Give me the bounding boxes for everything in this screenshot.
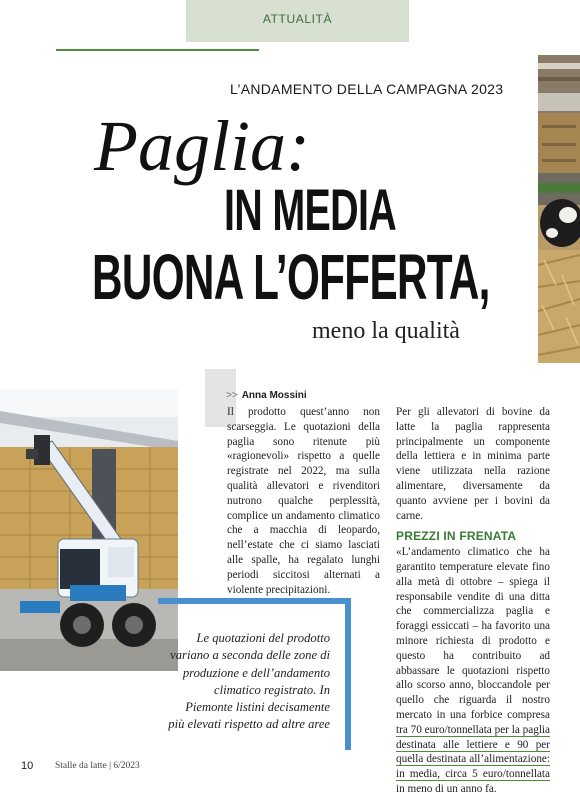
telehandler-photo: [0, 389, 178, 671]
header-rule: [56, 49, 259, 51]
body-paragraph: [396, 545, 550, 793]
page-number: 10: [21, 760, 34, 772]
pull-quote: Le quotazioni del prodotto variano a seconda delle zone di produzione e dell’andamento climatico registrato. In Piemonte listini decisamente più elevati rispetto ad altre aree: [168, 631, 330, 732]
highlighted-text: tra 70 euro/tonnellata per la paglia destinata alle lettiere e 90 per quella destinata all’alimentazione: in media, circa 5 euro/tonnellata in meno di un anno fa.: [396, 724, 550, 793]
section-tag: ATTUALITÀ: [262, 12, 333, 26]
quote-frame-right: [345, 598, 351, 750]
byline: [226, 390, 307, 401]
paragraph-lead: «L’andamento climatico che ha garantito temperature elevate fino alla metà di ottobre – spiega il responsabile vendite di una ditta che commercializza paglia e foraggi essiccati – ha favorito una minore richiesta di prodotto e questo ha contribuito ad abbassare le quotazioni rispetto allo scorso anno, bloccandole per quello che riguarda il nostro mercato in una forbice compresa: [396, 546, 550, 721]
body-column-left: [227, 405, 380, 597]
title-italic: Paglia:: [94, 106, 310, 186]
byline-marker: >>: [226, 390, 238, 401]
title-line-2: BUONA L’OFFERTA,: [92, 241, 490, 313]
article-kicker: L’ANDAMENTO DELLA CAMPAGNA 2023: [230, 81, 504, 97]
title-line-1: IN MEDIA: [224, 178, 397, 243]
section-heading: PREZZI IN FRENATA: [396, 529, 517, 544]
author-name: Anna Mossini: [241, 390, 307, 401]
barn-photo: [538, 55, 580, 363]
body-paragraph: Il prodotto quest’anno non scarseggia. Le quotazioni della paglia sono ritenute più «ragionevoli» rispetto a quelle registrate nel 2022, ma sulla qualità allevatori e rivenditori nutrono qualche perplessità, complice un andamento climatico che a macchia di leopardo, nell’estate che ci siamo lasciati alle spalle, ha regalato lunghi periodi siccitosi alternati a violente precipitazioni.: [227, 406, 380, 596]
magazine-issue: Stalle da latte | 6/2023: [55, 761, 140, 771]
quote-frame-top: [158, 598, 351, 604]
body-column-right: [396, 405, 550, 793]
article-subtitle: meno la qualità: [312, 318, 460, 344]
body-paragraph: Per gli allevatori di bovine da latte la paglia rappresenta principalmente un componente della lettiera e in minima parte viene utilizzata nella razione alimentare, diversamente da quanto avviene per i bovini da carne.: [396, 406, 550, 522]
